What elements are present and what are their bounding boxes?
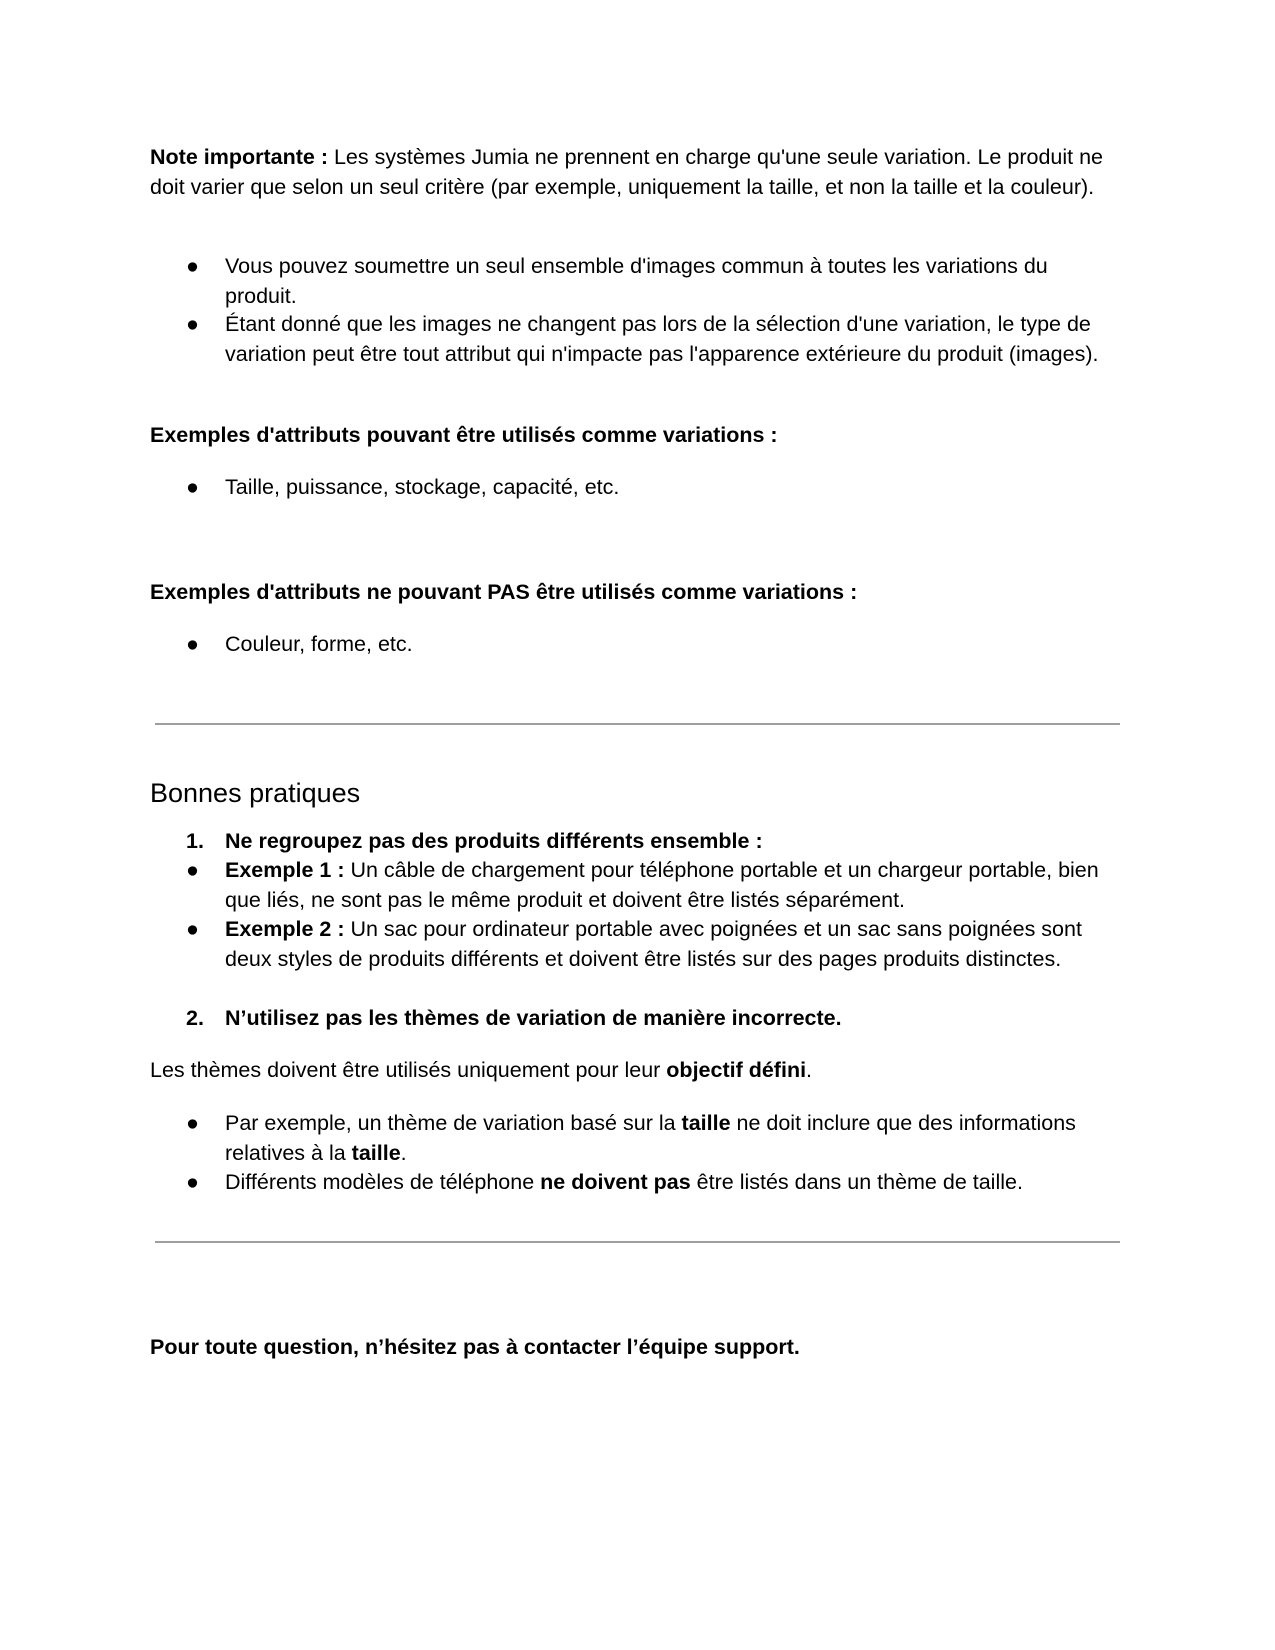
bullet-icon: ●	[186, 1170, 199, 1194]
list-item-text	[225, 1167, 1125, 1197]
example-text: Un câble de chargement pour téléphone portable et un chargeur portable, bien que liés, ne sont pas le même produit et doivent être listés séparément.	[225, 858, 1099, 912]
example-label: Exemple 2 :	[225, 917, 345, 941]
list-text-part: Différents modèles de téléphone	[225, 1170, 541, 1194]
bullet-icon: ●	[186, 254, 199, 278]
bullet-icon: ●	[186, 917, 199, 941]
note-text: Les systèmes Jumia ne prennent en charge qu'une seule variation. Le produit ne doit varier que selon un seul critère (par exemple, uniquement la taille, et non la taille et la couleur).	[150, 145, 1103, 199]
horizontal-divider	[155, 1241, 1120, 1243]
allowed-heading: Exemples d'attributs pouvant être utilisés comme variations :	[150, 423, 778, 447]
note-paragraph	[150, 142, 1125, 202]
list-item-text	[225, 855, 1125, 915]
horizontal-divider	[155, 723, 1120, 725]
contact-note: Pour toute question, n’hésitez pas à contacter l’équipe support.	[150, 1335, 800, 1359]
list-item-text: Ne regroupez pas des produits différents ensemble :	[225, 829, 763, 853]
example-text: Un sac pour ordinateur portable avec poignées et un sac sans poignées sont deux styles de produits différents et doivent être listés sur des pages produits distinctes.	[225, 917, 1082, 971]
note-label: Note importante :	[150, 145, 328, 169]
list-item-text: Couleur, forme, etc.	[225, 632, 413, 656]
list-item-text: Étant donné que les images ne changent pas lors de la sélection d'une variation, le type de variation peut être tout attribut qui n'impacte pas l'apparence extérieure du produit (images).	[225, 312, 1099, 366]
themes-text: .	[806, 1058, 813, 1082]
bullet-icon: ●	[186, 858, 199, 882]
list-item-text	[225, 1108, 1125, 1168]
themes-text: Les thèmes doivent être utilisés uniquement pour leur	[150, 1058, 667, 1082]
list-item-text: Vous pouvez soumettre un seul ensemble d'images commun à toutes les variations du produit.	[225, 254, 1048, 308]
example-label: Exemple 1 :	[225, 858, 345, 882]
list-item-text	[225, 914, 1125, 974]
list-text-emphasis: ne doivent pas	[540, 1170, 691, 1194]
bullet-icon: ●	[186, 312, 199, 336]
bullet-icon: ●	[186, 1111, 199, 1135]
list-number: 1.	[186, 829, 204, 853]
list-text-emphasis: taille	[351, 1141, 401, 1165]
bullet-icon: ●	[186, 632, 199, 656]
list-text-part: ne doit inclure que des informations relatives à la	[225, 1111, 1076, 1165]
list-text-part: .	[400, 1141, 407, 1165]
list-text-part: Par exemple, un thème de variation basé sur la	[225, 1111, 682, 1135]
themes-paragraph	[150, 1055, 1125, 1085]
list-text-emphasis: taille	[681, 1111, 731, 1135]
not-allowed-heading: Exemples d'attributs ne pouvant PAS être utilisés comme variations :	[150, 580, 858, 604]
list-item-text: Taille, puissance, stockage, capacité, etc.	[225, 475, 620, 499]
themes-emphasis: objectif défini	[666, 1058, 807, 1082]
list-text-part: être listés dans un thème de taille.	[690, 1170, 1023, 1194]
section-title: Bonnes pratiques	[150, 778, 361, 808]
list-item-text: N’utilisez pas les thèmes de variation de manière incorrecte.	[225, 1006, 842, 1030]
bullet-icon: ●	[186, 475, 199, 499]
list-number: 2.	[186, 1006, 204, 1030]
